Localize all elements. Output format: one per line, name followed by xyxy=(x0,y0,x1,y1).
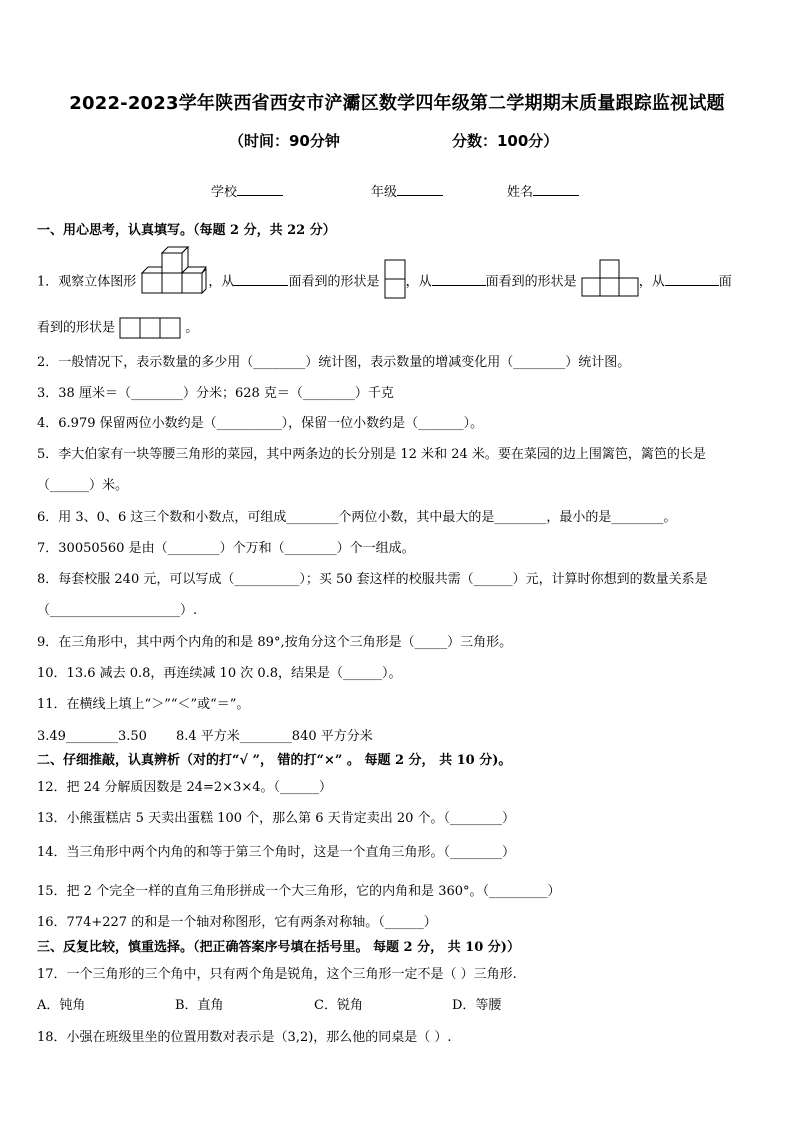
question-18: 18．小强在班级里坐的位置用数对表示是（3,2)，那么他的同桌是（ ）. xyxy=(37,1030,452,1045)
question-3: 3．38 厘米＝（________）分米；628 克＝（________）千克 xyxy=(37,386,394,401)
question-4: 4．6.979 保留两位小数约是（__________），保留一位小数约是（_______）。 xyxy=(37,416,484,431)
q17-option-a[interactable]: A．钝角 xyxy=(37,998,86,1013)
question-13: 13．小熊蛋糕店 5 天卖出蛋糕 100 个，那么第 6 天肯定卖出 20 个。（________） xyxy=(37,811,515,826)
exam-score: 分数：100分） xyxy=(452,132,559,150)
question-8: 8．每套校服 240 元，可以写成（__________）；买 50 套这样的校服共需（______）元，计算时你想到的数量关系是 xyxy=(37,572,708,587)
q1-part-i: 。 xyxy=(185,320,199,336)
school-blank[interactable] xyxy=(237,183,283,196)
solid-figure-diagram xyxy=(140,246,208,296)
question-9: 9．在三角形中，其中两个内角的和是 89°,按角分这个三角形是（_____）三角形。 xyxy=(37,635,513,650)
q17-option-c[interactable]: C．锐角 xyxy=(314,998,363,1013)
grade-label: 年级 xyxy=(371,185,398,200)
q1-blank-3[interactable] xyxy=(665,273,719,286)
grade-field[interactable] xyxy=(371,181,443,200)
exam-title: 2022-2023学年陕西省西安市浐灞区数学四年级第二学期期末质量跟踪监视试题 xyxy=(69,93,725,114)
view-shape-2 xyxy=(581,259,639,297)
q1-part-h: 看到的形状是 xyxy=(37,320,116,336)
name-blank[interactable] xyxy=(533,183,579,196)
section1-heading: 一、用心思考，认真填写。（每题 2 分，共 22 分） xyxy=(37,223,336,238)
question-2: 2．一般情况下，表示数量的多少用（________）统计图，表示数量的增减变化用（________）统计图。 xyxy=(37,355,631,370)
question-10: 10．13.6 减去 0.8，再连续减 10 次 0.8，结果是（______）。 xyxy=(37,666,402,681)
question-11-a: 3.49________3.50 xyxy=(37,729,147,744)
q1-blank-2[interactable] xyxy=(432,273,486,286)
q1-part-f: ，从 xyxy=(638,274,665,290)
question-11: 11．在横线上填上“＞”“＜”或“＝”。 xyxy=(37,697,250,712)
q1-part-c: 面看到的形状是 xyxy=(288,274,380,290)
q17-option-d[interactable]: D．等腰 xyxy=(452,998,502,1013)
question-6: 6．用 3、0、6 这三个数和小数点，可组成________个两位小数，其中最大的是________，最小的是________。 xyxy=(37,510,677,525)
question-11-b: 8.4 平方米________840 平方分米 xyxy=(176,729,373,744)
question-1 xyxy=(37,265,767,299)
view-shape-3 xyxy=(119,317,181,339)
question-17: 17．一个三角形的三个角中，只有两个角是锐角，这个三角形一定不是（ ）三角形. xyxy=(37,967,517,982)
q1-part-g: 面 xyxy=(718,274,732,290)
question-7: 7．30050560 是由（________）个万和（________）个一组成。 xyxy=(37,541,415,556)
question-8-continued: （____________________）. xyxy=(37,603,198,618)
question-1-continued xyxy=(37,317,198,339)
name-field[interactable] xyxy=(507,181,579,200)
exam-time: （时间：90分钟 xyxy=(229,132,340,150)
figure-top-front xyxy=(162,253,182,273)
school-field[interactable] xyxy=(211,181,283,200)
school-label: 学校 xyxy=(211,185,238,200)
section2-heading: 二、仔细推敲，认真辨析（对的打“√ ”， 错的打“×” 。 每题 2 分， 共 10 分)。 xyxy=(37,753,512,768)
q1-part-d: ，从 xyxy=(405,274,432,290)
question-12: 12．把 24 分解质因数是 24=2×3×4。（______） xyxy=(37,780,333,795)
section3-heading: 三、反复比较，慎重选择。（把正确答案序号填在括号里。 每题 2 分， 共 10 分)） xyxy=(37,940,520,955)
question-16: 16．774+227 的和是一个轴对称图形，它有两条对称轴。（______） xyxy=(37,915,437,930)
q17-option-b[interactable]: B．直角 xyxy=(175,998,224,1013)
grade-blank[interactable] xyxy=(397,183,443,196)
question-15: 15．把 2 个完全一样的直角三角形拼成一个大三角形，它的内角和是 360°。（_________） xyxy=(37,884,561,899)
q1-blank-1[interactable] xyxy=(234,273,288,286)
q1-part-e: 面看到的形状是 xyxy=(485,274,577,290)
question-5: 5．李大伯家有一块等腰三角形的菜园，其中两条边的长分别是 12 米和 24 米。要在菜园的边上围篱笆，篱笆的长是 xyxy=(37,447,706,462)
q1-part-b: ，从 xyxy=(208,274,235,290)
question-14: 14．当三角形中两个内角的和等于第三个角时，这是一个直角三角形。（________） xyxy=(37,845,516,860)
question-5-continued: （______）米。 xyxy=(37,478,129,493)
q1-part-a: 1．观察立体图形 xyxy=(37,274,137,290)
name-label: 姓名 xyxy=(507,185,534,200)
view-shape-1 xyxy=(384,259,406,299)
